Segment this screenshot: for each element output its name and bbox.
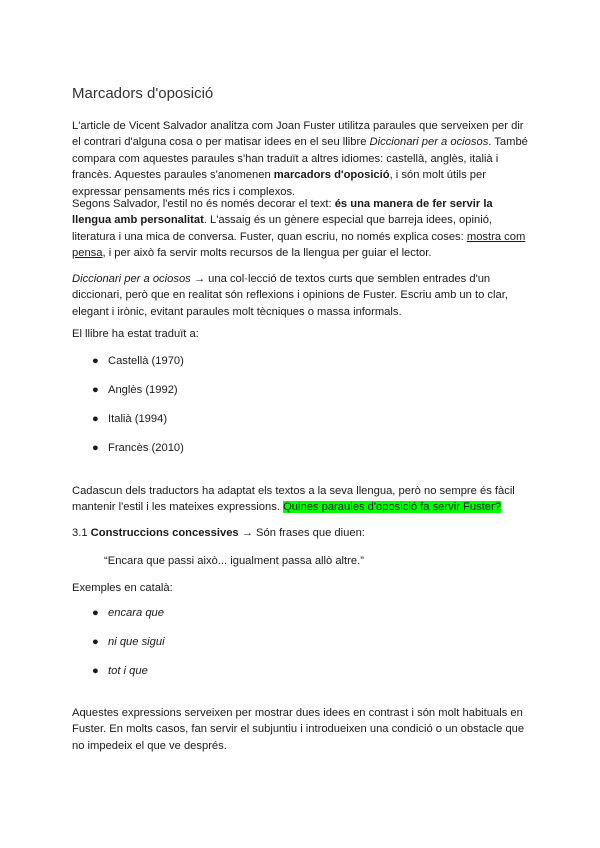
paragraph-translators (72, 483, 528, 516)
bullet: ● (92, 665, 99, 677)
bullet: ● (92, 384, 99, 396)
book-title: Diccionari per a ociosos (369, 136, 489, 149)
book-title-2: Diccionari per a ociosos (72, 273, 191, 285)
intro-text-a: L'article de Vicent Salvador analitza com Joan Fuster utilitza paraules que serveixen per dir el contrari d'alguna cosa o per matisar idees en el seu llibre (72, 120, 524, 149)
intro-text-b: . També compara com aquestes paraules s'han traduït a altres idiomes: castellà, anglès, italià i francès. Aquestes paraules s'anomenen (72, 136, 528, 182)
quote: “Encara que passi això... igualment passa allò altre.” (104, 555, 364, 567)
book-text: una col·lecció de textos curts que semblen entrades d'un diccionari, però que en realitat són reflexions i opinions de Fuster. Escriu amb un to clar, elegant i irònic, evitant paraules molt tècniques o massa informals. (72, 273, 508, 318)
highlighted-question: Quines paraules d'oposició fa servir Fuster? (283, 501, 501, 514)
bullet: ● (92, 442, 99, 454)
style-bold: és una manera de fer servir la llengua amb personalitat (72, 198, 493, 227)
list-item-text: Francès (2010) (108, 442, 184, 454)
paragraph-intro (72, 118, 528, 200)
bullet: ● (92, 636, 99, 648)
page-title: Marcadors d'oposició (72, 85, 214, 102)
example-text: tot i que (108, 665, 148, 677)
intro-text-c: , i són molt útils per expressar pensaments més rics i complexos. (72, 169, 486, 198)
translators-text: Cadascun dels traductors ha adaptat els textos a la seva llengua, però no sempre és fàcil mantenir l'estil i les mateixes expressions. (72, 485, 515, 514)
bullet: ● (92, 355, 99, 367)
key-term: marcadors d'oposició (273, 169, 390, 182)
section-rest: → Són frases que diuen: (238, 527, 365, 539)
arrow: → (190, 273, 209, 285)
paragraph-style (72, 196, 528, 262)
paragraph-examples: Exemples en català: (72, 582, 173, 594)
list-item-text: Anglès (1992) (108, 384, 178, 396)
style-underline: mostra com pensa (72, 230, 526, 260)
list-item-text: Castellà (1970) (108, 355, 184, 367)
list-item-text: Italià (1994) (108, 413, 168, 425)
bullet: ● (92, 413, 99, 425)
style-text-a: Segons Salvador, l'estil no és només decorar el text: (72, 198, 335, 210)
example-text: encara que (108, 607, 164, 619)
bullet: ● (92, 607, 99, 619)
section-title: Construccions concessives (90, 527, 239, 539)
style-text-b: . L'assaig és un gènere especial que barreja idees, opinió, literatura i una mica de conversa. Fuster, quan escriu, no només explica coses: (72, 214, 493, 243)
paragraph-book (72, 271, 528, 320)
paragraph-translated: El llibre ha estat traduït a: (72, 328, 199, 340)
example-text: ni que sigui (108, 636, 165, 648)
section-heading (72, 525, 528, 541)
paragraph-conclusion: Aquestes expressions serveixen per mostrar dues idees en contrast i són molt habituals en Fuster. En molts casos, fan servir el subjuntiu i introdueixen una condició o un obstacle que no impedeix el que ve després. (72, 707, 525, 752)
style-text-c: , i per això fa servir molts recursos de la llengua per guiar el lector. (102, 247, 432, 260)
section-number: 3.1 (72, 527, 91, 539)
